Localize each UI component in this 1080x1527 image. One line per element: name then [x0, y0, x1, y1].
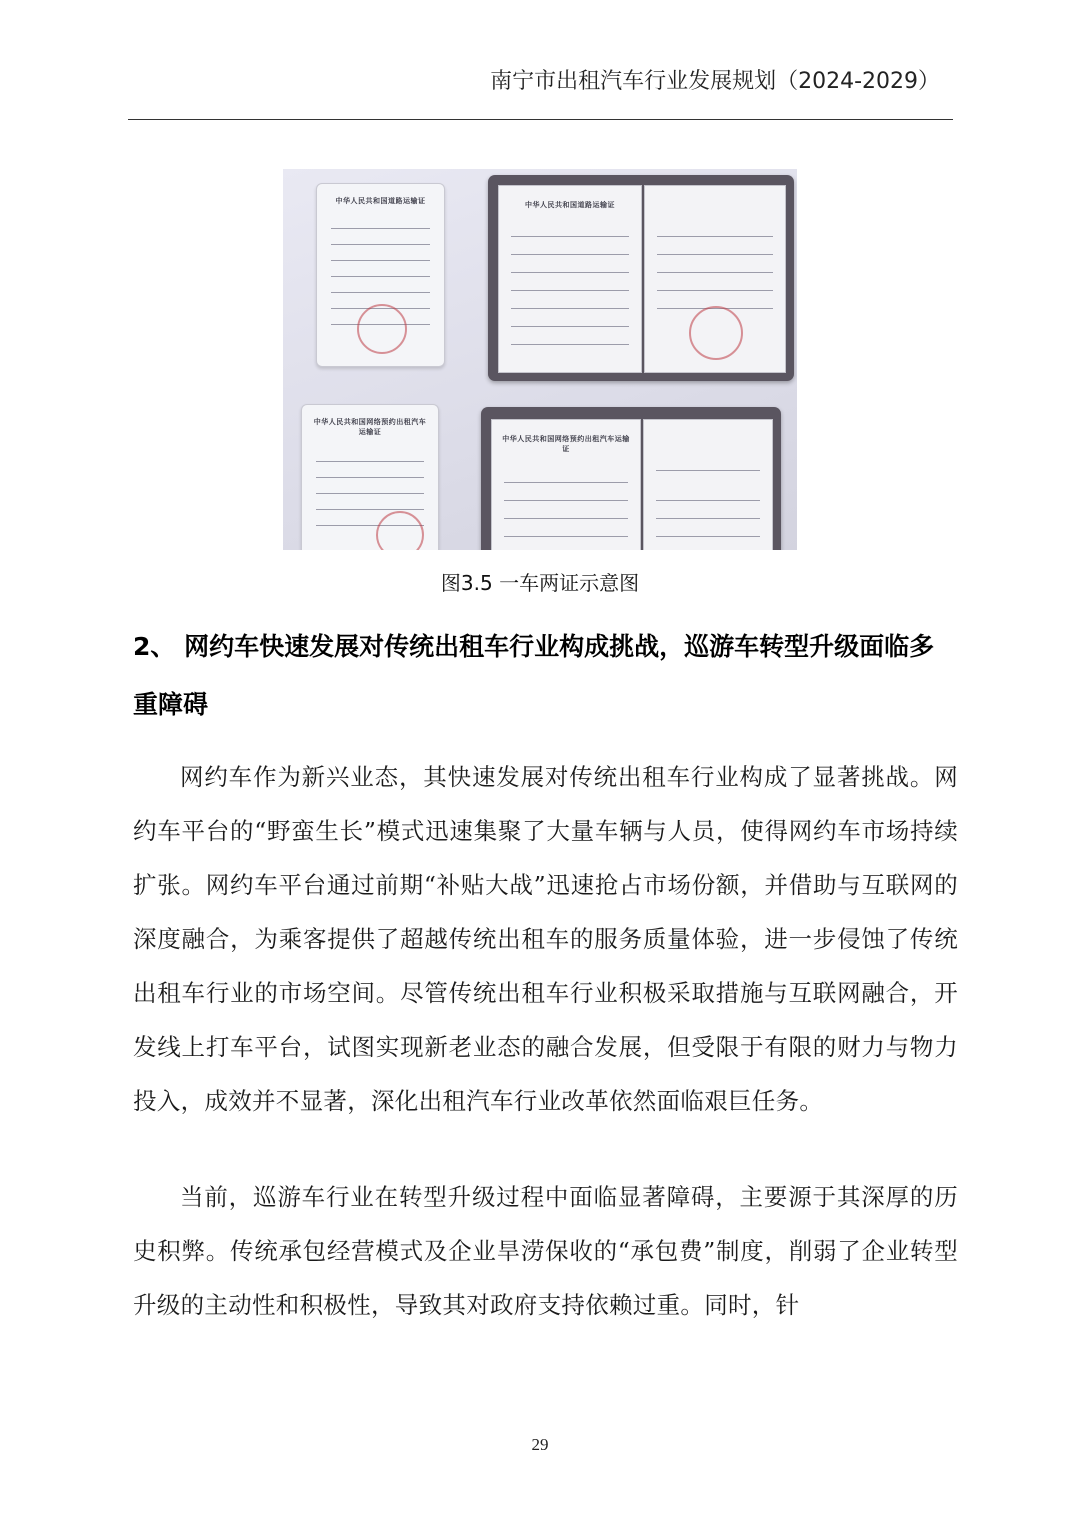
form-line: [656, 536, 760, 537]
certificate-title: 中华人民共和国道路运输证: [525, 201, 615, 209]
certificate-card: [301, 404, 439, 550]
form-line: [331, 292, 430, 293]
certificate-card: [316, 183, 445, 367]
figure-caption: 图3.5 一车两证示意图: [440, 571, 640, 595]
form-line: [657, 254, 773, 255]
body-paragraph: 网约车作为新兴业态，其快速发展对传统出租车行业构成了显著挑战。网约车平台的“野蛮生长”模式迅速集聚了大量车辆与人员，使得网约车市场持续扩张。网约车平台通过前期“补贴大战”迅速抢占市场份额，并借助与互联网的深度融合，为乘客提供了超越传统出租车的服务质量体验，进一步侵蚀了传统出租车行业的市场空间。尽管传统出租车行业积极采取措施与互联网融合，开发线上打车平台，试图实现新老业态的融合发展，但受限于有限的财力与物力投入，成效并不显著，深化出租汽车行业改革依然面临艰巨任务。: [133, 763, 958, 1115]
form-line: [656, 470, 760, 471]
form-line: [331, 276, 430, 277]
form-line: [331, 260, 430, 261]
body-paragraph: 当前，巡游车行业在转型升级过程中面临显著障碍，主要源于其深厚的历史积弊。传统承包经营模式及企业旱涝保收的“承包费”制度，削弱了企业转型升级的主动性和积极性，导致其对政府支持依赖过重。同时，针: [133, 1183, 958, 1319]
form-line: [316, 509, 424, 510]
form-line: [656, 518, 760, 519]
certificate-booklet: [481, 407, 781, 550]
form-line: [511, 308, 629, 309]
form-line: [656, 500, 760, 501]
section-heading: 2、 网约车快速发展对传统出租车行业构成挑战，巡游车转型升级面临多重障碍: [133, 632, 935, 719]
header-rule: [128, 119, 953, 120]
form-line: [316, 493, 424, 494]
booklet-right-page: [643, 419, 773, 550]
certificate-title: 中华人民共和国道路运输证: [335, 197, 426, 205]
form-line: [331, 228, 430, 229]
booklet-right-page: [644, 185, 786, 373]
form-line: [511, 272, 629, 273]
form-line: [316, 461, 424, 462]
form-line: [511, 290, 629, 291]
figure-photo: [283, 169, 797, 550]
form-line: [511, 326, 629, 327]
certificate-booklet: [488, 175, 794, 381]
form-line: [511, 236, 629, 237]
official-seal: [376, 511, 424, 550]
form-line: [657, 272, 773, 273]
form-line: [504, 500, 628, 501]
form-line: [511, 254, 629, 255]
official-seal: [357, 304, 407, 354]
booklet-left-page: [491, 419, 641, 550]
certificate-title: 中华人民共和国网络预约出租汽车运输证: [313, 418, 427, 436]
running-header: 南宁市出租汽车行业发展规划（2024-2029）: [490, 69, 940, 94]
page-number: 29: [531, 1435, 549, 1454]
form-line: [504, 518, 628, 519]
form-line: [511, 344, 629, 345]
form-line: [504, 482, 628, 483]
form-line: [504, 536, 628, 537]
official-seal: [689, 306, 743, 360]
form-line: [331, 244, 430, 245]
form-line: [657, 236, 773, 237]
booklet-left-page: [498, 185, 642, 373]
form-line: [657, 290, 773, 291]
certificate-title: 中华人民共和国网络预约出租汽车运输证: [502, 435, 630, 453]
form-line: [316, 477, 424, 478]
